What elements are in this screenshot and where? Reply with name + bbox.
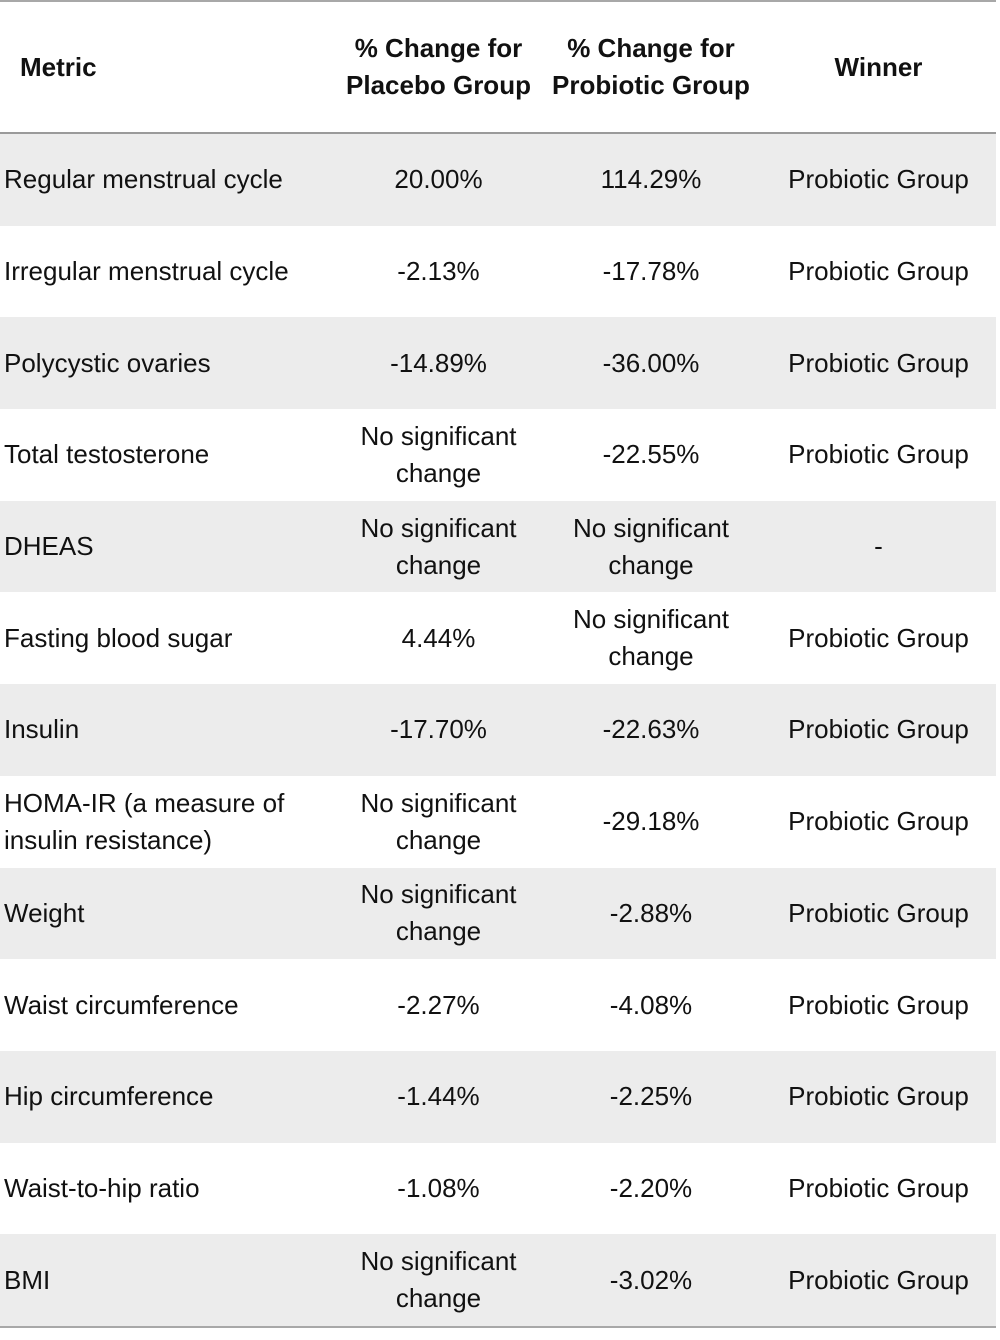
- metric-cell: Fasting blood sugar: [4, 622, 233, 653]
- placebo-cell: No significant change: [360, 420, 517, 488]
- table-row: [0, 1143, 996, 1235]
- table-row: [0, 409, 996, 501]
- probiotic-cell: No significant change: [572, 604, 730, 672]
- metric-cell: Waist circumference: [4, 989, 239, 1020]
- probiotic-cell: -29.18%: [602, 806, 700, 837]
- placebo-cell: 4.44%: [401, 622, 476, 653]
- probiotic-cell: -2.25%: [609, 1081, 693, 1112]
- placebo-cell: 20.00%: [394, 164, 483, 195]
- winner-cell: Probiotic Group: [788, 1172, 969, 1203]
- placebo-cell: No significant change: [360, 787, 517, 855]
- winner-cell: Probiotic Group: [788, 1081, 969, 1112]
- winner-cell: Probiotic Group: [788, 256, 969, 287]
- placebo-cell: No significant change: [360, 879, 517, 947]
- table-row: [0, 868, 996, 960]
- header-placebo-change: % Change for Placebo Group: [346, 33, 531, 100]
- table-row: [0, 684, 996, 776]
- metric-cell: Weight: [4, 897, 85, 928]
- metric-cell: BMI: [4, 1264, 51, 1295]
- metric-cell: Total testosterone: [4, 439, 210, 470]
- table-row: [0, 1051, 996, 1143]
- header-probiotic-change: % Change for Probiotic Group: [552, 33, 750, 100]
- table-row: [0, 1234, 996, 1326]
- probiotic-cell: No significant change: [572, 512, 730, 580]
- metric-cell: Hip circumference: [4, 1081, 214, 1112]
- placebo-cell: -1.08%: [397, 1172, 480, 1203]
- table-row: [0, 776, 996, 868]
- placebo-cell: -1.44%: [397, 1081, 480, 1112]
- table-row: [0, 134, 996, 226]
- placebo-cell: -17.70%: [390, 714, 487, 745]
- winner-cell: Probiotic Group: [788, 164, 969, 195]
- probiotic-cell: 114.29%: [600, 164, 702, 195]
- placebo-cell: -2.27%: [397, 989, 480, 1020]
- winner-cell: Probiotic Group: [788, 439, 969, 470]
- probiotic-cell: -17.78%: [602, 256, 700, 287]
- placebo-cell: -2.13%: [397, 256, 480, 287]
- table-row: [0, 317, 996, 409]
- header-winner: Winner: [834, 51, 923, 82]
- winner-cell: Probiotic Group: [788, 714, 969, 745]
- probiotic-cell: -22.63%: [602, 714, 700, 745]
- winner-cell: Probiotic Group: [788, 622, 969, 653]
- probiotic-cell: -36.00%: [602, 347, 700, 378]
- winner-cell: Probiotic Group: [788, 347, 969, 378]
- probiotic-cell: -22.55%: [602, 439, 700, 470]
- placebo-cell: No significant change: [360, 512, 517, 580]
- probiotic-cell: -2.88%: [609, 897, 693, 928]
- metric-cell: Waist-to-hip ratio: [4, 1172, 200, 1203]
- placebo-cell: -14.89%: [390, 347, 487, 378]
- metric-cell: Regular menstrual cycle: [4, 164, 283, 195]
- metric-cell: Polycystic ovaries: [4, 347, 211, 378]
- table-row: [0, 959, 996, 1051]
- winner-cell: Probiotic Group: [788, 806, 969, 837]
- metric-cell: HOMA-IR (a measure of insulin resistance): [4, 787, 285, 855]
- probiotic-cell: -3.02%: [609, 1264, 693, 1295]
- table-header-row: [0, 2, 996, 134]
- metric-cell: Insulin: [4, 714, 80, 745]
- table-row: [0, 226, 996, 318]
- placebo-cell: No significant change: [360, 1246, 517, 1314]
- metric-cell: DHEAS: [4, 531, 94, 562]
- winner-cell: Probiotic Group: [788, 989, 969, 1020]
- header-metric: Metric: [20, 51, 97, 82]
- table-row: [0, 592, 996, 684]
- winner-cell: -: [874, 531, 883, 562]
- metric-cell: Irregular menstrual cycle: [4, 256, 289, 287]
- winner-cell: Probiotic Group: [788, 1264, 969, 1295]
- probiotic-cell: -4.08%: [609, 989, 693, 1020]
- table-row: [0, 501, 996, 593]
- probiotic-cell: -2.20%: [609, 1172, 693, 1203]
- winner-cell: Probiotic Group: [788, 897, 969, 928]
